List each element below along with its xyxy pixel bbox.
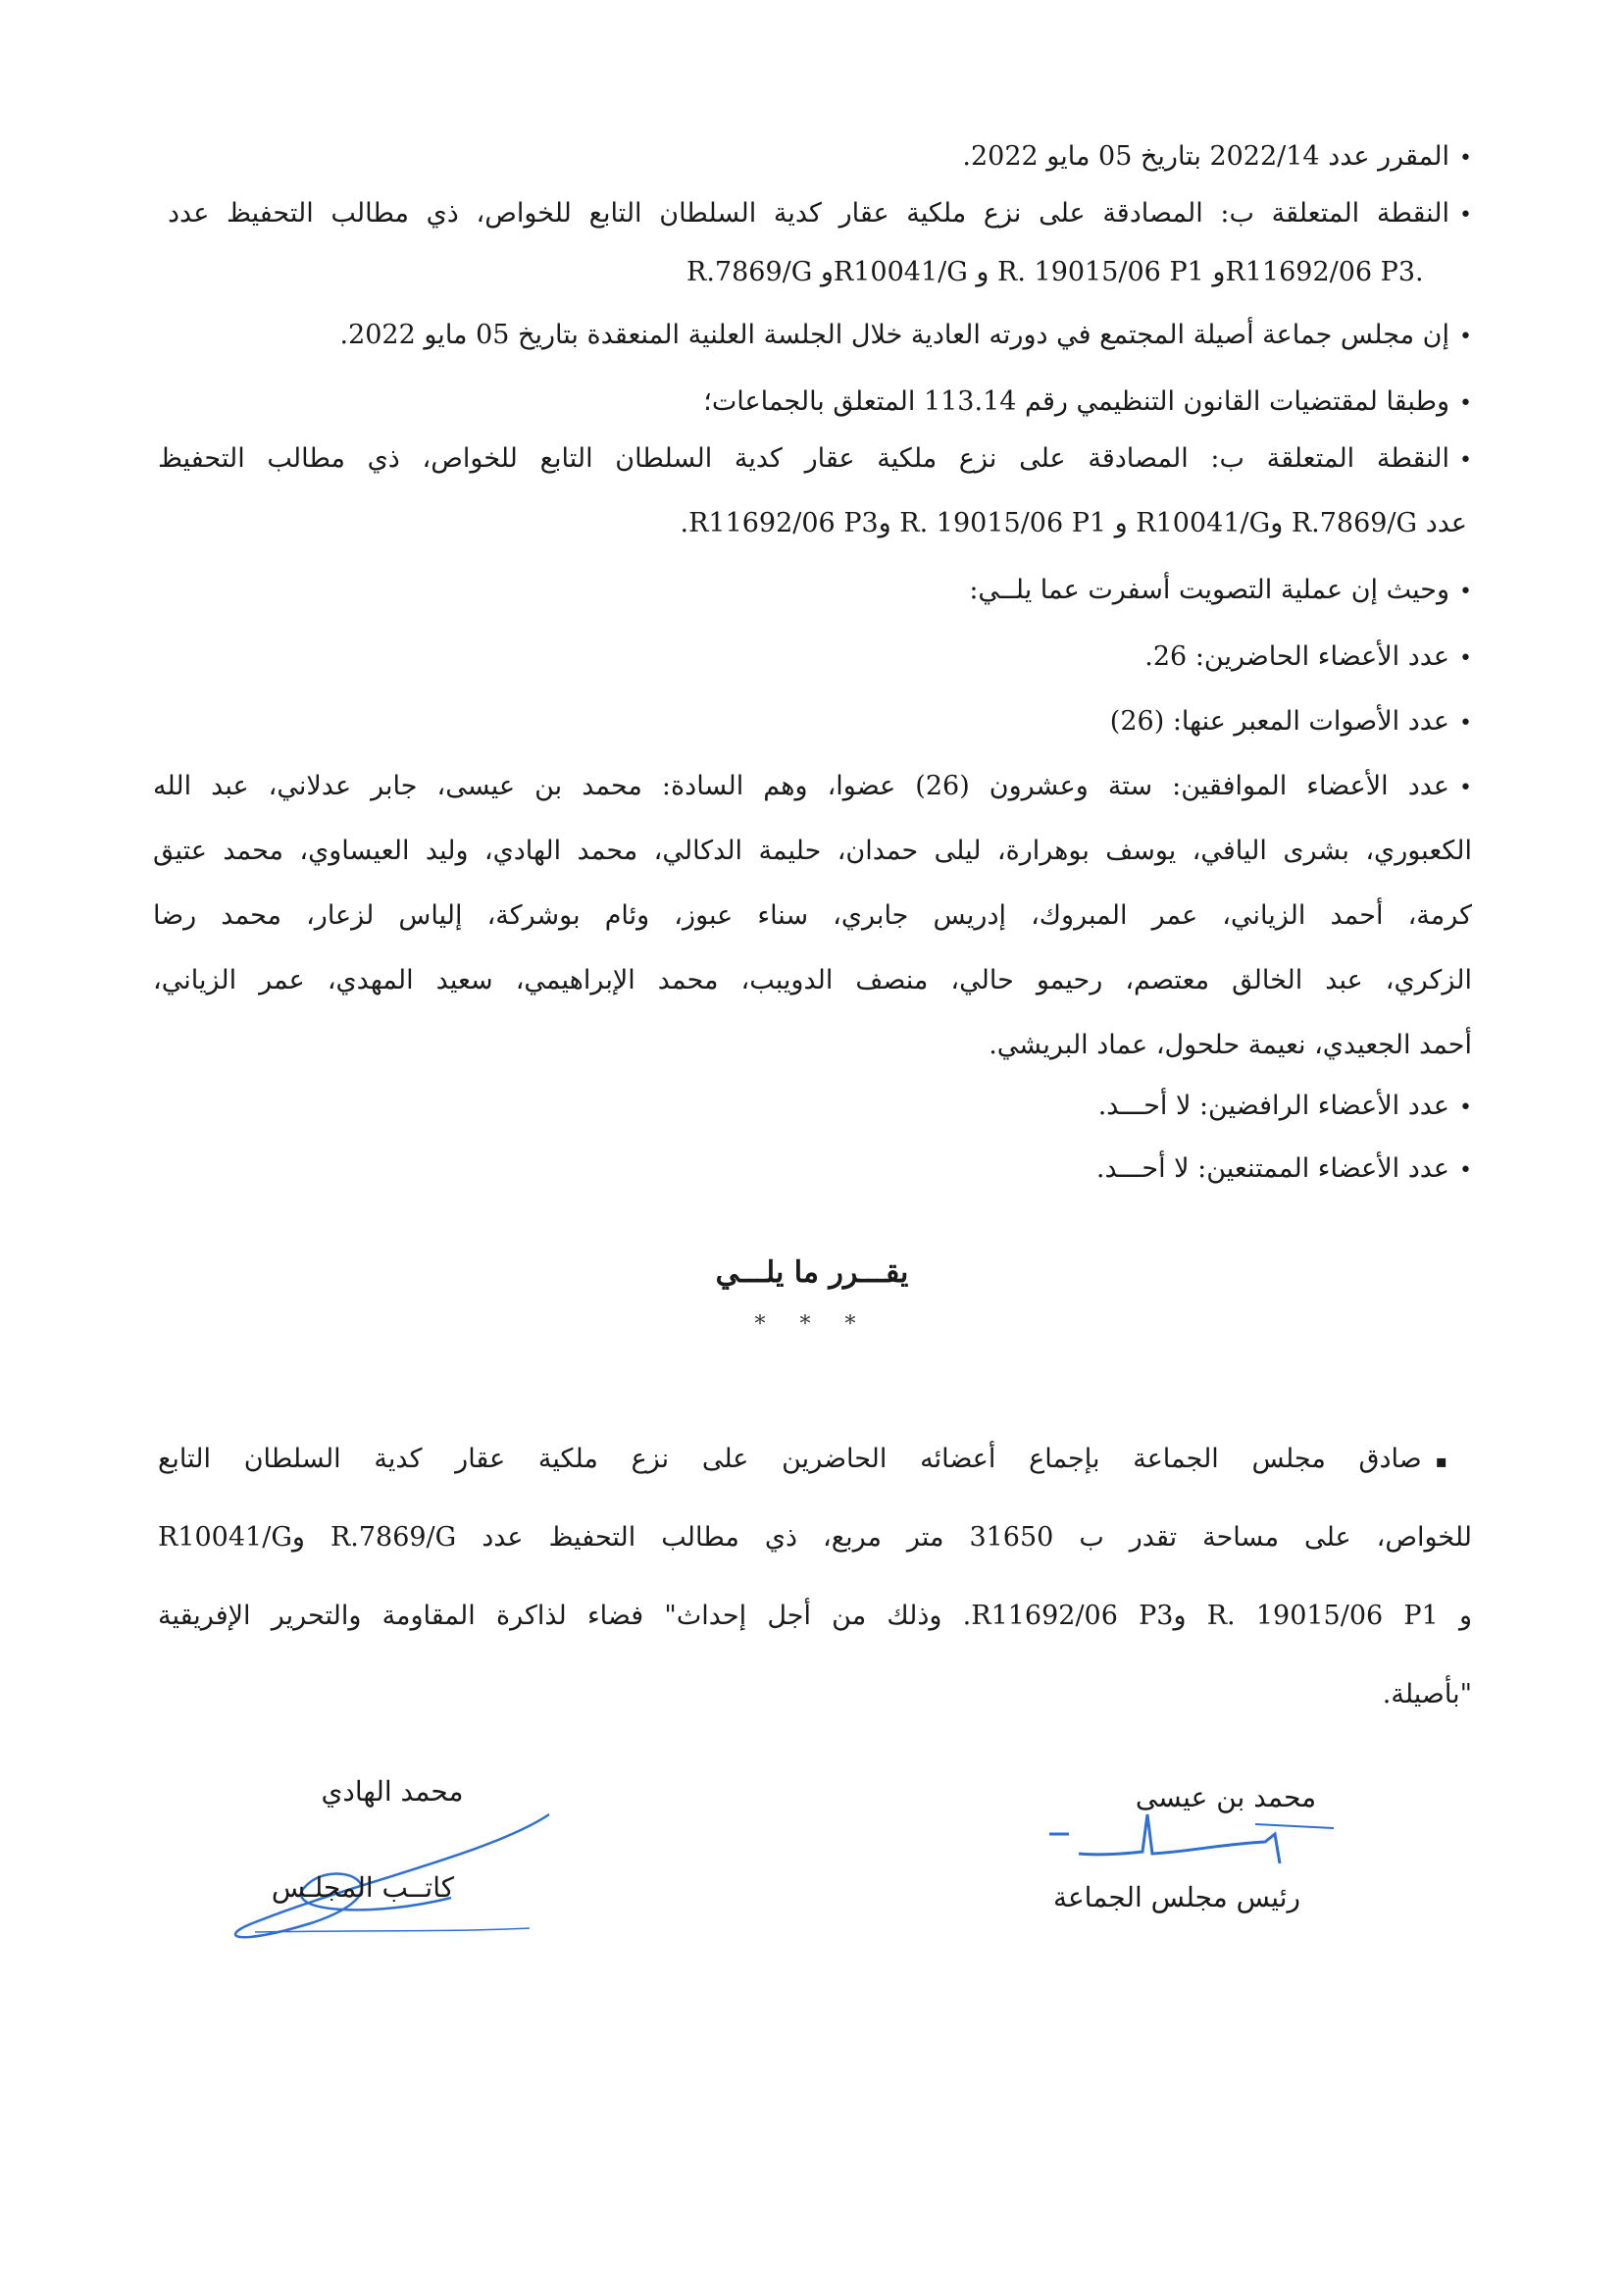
agenda-point-line-2: R.7869/G وR10041/G و R. 19015/06 P1 وR11692/06 P3. bbox=[686, 257, 1424, 287]
decision-text-line-3: و R. 19015/06 P1 وR11692/06 P3. وذلك من أجل إحداث" فضاء لذاكرة المقاومة والتحرير الإفريقية bbox=[158, 1601, 1472, 1631]
members-approving-line-1: • عدد الأعضاء الموافقين: ستة وعشرون (26) عضوا، وهم السادة: محمد بن عيسى، جابر عدلاني، عبد الله bbox=[153, 767, 1472, 808]
secretary-name: محمد الهادي bbox=[321, 1775, 464, 1808]
decision-heading: يقـــرر ما يلـــي bbox=[715, 1255, 909, 1290]
agenda-point-repeat-line-2: عدد R.7869/G وR10041/G و R. 19015/06 P1 وR11692/06 P3. bbox=[680, 508, 1467, 538]
council-statement: • إن مجلس جماعة أصيلة المجتمع في دورته العادية خلال الجلسة العلنية المنعقدة بتاريخ 05 مايو 2022. bbox=[339, 316, 1472, 357]
vote-intro: • وحيث إن عملية التصويت أسفرت عما يلــي: bbox=[969, 571, 1472, 612]
members-present: • عدد الأعضاء الحاضرين: 26. bbox=[1144, 637, 1472, 679]
members-approving-line-3: كرمة، أحمد الزياني، عمر المبروك، إدريس جابري، سناء عبوز، وئام بوشركة، إلياس لزعار، محمد رضا bbox=[153, 900, 1472, 931]
members-approving-line-5: أحمد الجعيدي، نعيمة حلحول، عماد البريشي. bbox=[989, 1030, 1472, 1060]
agenda-point-line-1: • النقطة المتعلقة ب: المصادقة على نزع ملكية عقار كدية السلطان التابع للخواص، ذي مطالب التحفيظ عدد bbox=[168, 194, 1472, 235]
president-name: محمد بن عيسى bbox=[1135, 1781, 1317, 1813]
separator-stars: * * * bbox=[754, 1312, 870, 1337]
members-abstaining: • عدد الأعضاء الممتنعين: لا أحـــد. bbox=[1096, 1149, 1472, 1191]
decision-text-line-1: ▪ صادق مجلس الجماعة بإجماع أعضائه الحاضرين على نزع ملكية عقار كدية السلطان التابع bbox=[158, 1440, 1472, 1482]
decision-text-line-2: للخواص، على مساحة تقدر ب 31650 متر مربع، ذي مطالب التحفيظ عدد R.7869/G وR10041/G bbox=[158, 1522, 1473, 1553]
legal-basis: • وطبقا لمقتضيات القانون التنظيمي رقم 113.14 المتعلق بالجماعات؛ bbox=[703, 382, 1472, 424]
votes-cast: • عدد الأصوات المعبر عنها: (26) bbox=[1110, 702, 1472, 743]
members-approving-line-2: الكعبوري، بشرى اليافي، يوسف بوهرارة، ليلى حمدان، حليمة الدكالي، محمد الهادي، وليد العيساوي، محمد عتيق bbox=[153, 836, 1472, 866]
members-approving-line-4: الزكري، عبد الخالق معتصم، رحيمو حالي، منصف الدويبب، محمد الإبراهيمي، سعيد المهدي، عمر الزياني، bbox=[153, 965, 1472, 995]
agenda-point-repeat-line-1: • النقطة المتعلقة ب: المصادقة على نزع ملكية عقار كدية السلطان التابع للخواص، ذي مطالب التحفيظ bbox=[158, 439, 1472, 481]
members-rejecting: • عدد الأعضاء الرافضين: لا أحـــد. bbox=[1098, 1087, 1472, 1128]
decision-number: • المقرر عدد 2022/14 بتاريخ 05 مايو 2022. bbox=[962, 137, 1472, 178]
decision-text-line-4: "بأصيلة. bbox=[1382, 1679, 1472, 1709]
president-title: رئيس مجلس الجماعة bbox=[1052, 1881, 1301, 1913]
secretary-title: كاتــب المجلـس bbox=[271, 1871, 455, 1904]
